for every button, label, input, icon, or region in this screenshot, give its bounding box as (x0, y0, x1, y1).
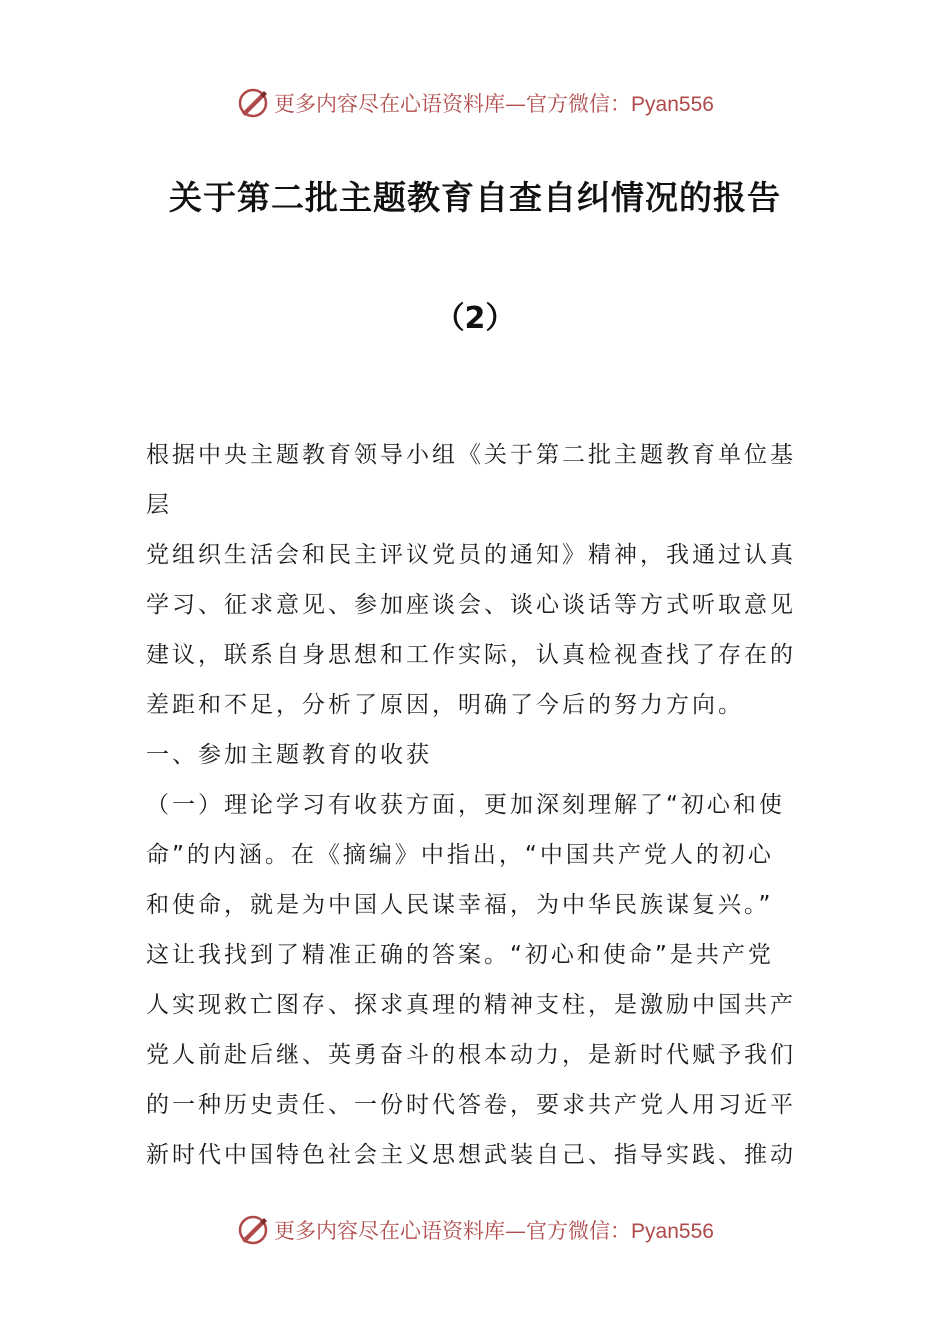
document-title: 关于第二批主题教育自查自纠情况的报告 (169, 178, 781, 217)
body-line: 差距和不足，分析了原因，明确了今后的努力方向。 (146, 692, 744, 718)
body-line: 和使命，就是为中国人民谋幸福，为中华民族谋复兴。” (146, 892, 774, 918)
watermark-label: 更多内容尽在心语资料库— (274, 92, 527, 116)
body-line: 人实现救亡图存、探求真理的精神支柱，是激励中国共产 (146, 992, 796, 1018)
watermark-label: 更多内容尽在心语资料库— (274, 1219, 527, 1243)
watermark-text (274, 88, 714, 118)
body-line: （一）理论学习有收获方面，更加深刻理解了“初心和使 (146, 792, 785, 818)
document-body (146, 430, 808, 1180)
watermark-text (274, 1215, 714, 1245)
body-line: 建议，联系自身思想和工作实际，认真检视查找了存在的 (146, 642, 796, 668)
body-line: 的一种历史责任、一份时代答卷，要求共产党人用习近平 (146, 1092, 796, 1118)
pen-circle-logo-icon (236, 1213, 270, 1247)
body-line: 党组织生活会和民主评议党员的通知》精神，我通过认真 (146, 542, 796, 568)
document-subtitle: （2） (434, 301, 516, 336)
footer-watermark (0, 1210, 950, 1250)
body-line: 层 (146, 492, 172, 518)
watermark-wechat: 官方微信：Pyan556 (526, 1220, 714, 1243)
body-line: 新时代中国特色社会主义思想武装自己、指导实践、推动 (146, 1142, 796, 1168)
body-line: 这让我找到了精准正确的答案。“初心和使命”是共产党 (146, 942, 774, 968)
header-watermark (0, 83, 950, 123)
body-line: 党人前赴后继、英勇奋斗的根本动力，是新时代赋予我们 (146, 1042, 796, 1068)
body-line: 命”的内涵。在《摘编》中指出，“中国共产党人的初心 (146, 842, 774, 868)
section-heading: 一、参加主题教育的收获 (146, 742, 432, 768)
watermark-wechat: 官方微信：Pyan556 (526, 93, 714, 116)
body-line: 根据中央主题教育领导小组《关于第二批主题教育单位基 (146, 442, 796, 468)
pen-circle-logo-icon (236, 86, 270, 120)
body-line: 学习、征求意见、参加座谈会、谈心谈话等方式听取意见 (146, 592, 796, 618)
